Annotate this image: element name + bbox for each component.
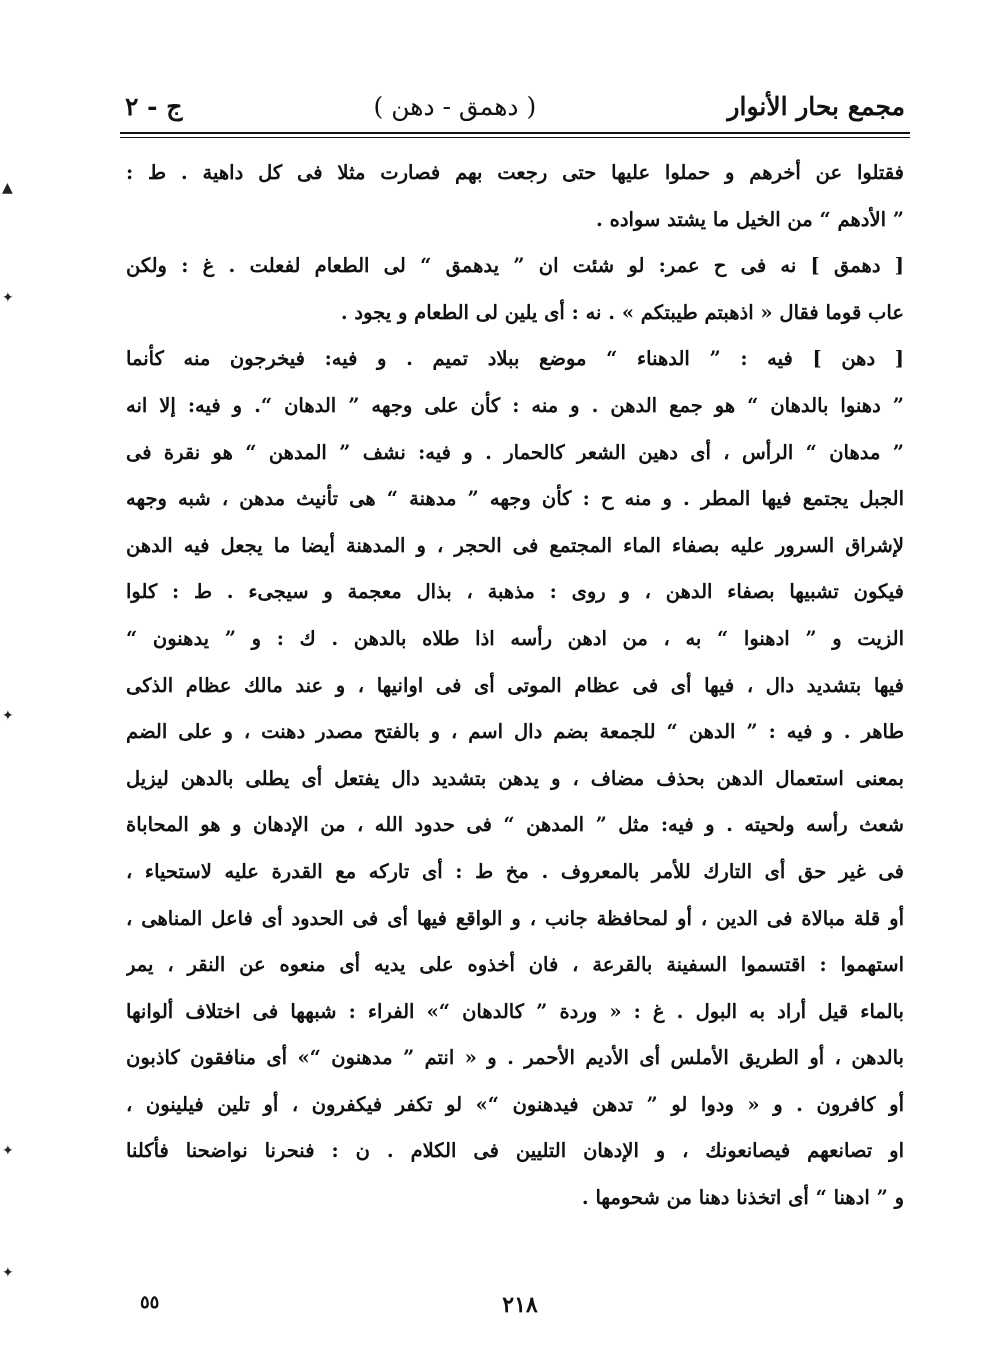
text-line: و ” ادهنا “ أى اتخذنا دهنا من شحومها . bbox=[581, 1186, 904, 1210]
text-line: ” الأدهم “ من الخيل ما يشتد سواده . bbox=[596, 207, 904, 231]
book-title: مجمع بحار الأنوار bbox=[727, 91, 905, 121]
margin-mark: ▲ bbox=[2, 180, 13, 196]
volume-label: ج - ٢ bbox=[125, 91, 183, 121]
running-header bbox=[125, 86, 905, 126]
text-line: طاهر . و فيه : ” الدهن “ للجمعة بضم دال اسم ، و بالفتح مصدر دهنت ، و على الضم bbox=[126, 720, 904, 744]
text-line: فقتلوا عن أخرهم و حملوا عليها حتى رجعت بهم فصارت مثلا فى كل داهية . ط : bbox=[126, 161, 904, 184]
signature-mark: ٥٥ bbox=[140, 1292, 160, 1313]
section-title: ( دهمق - دهن ) bbox=[373, 91, 537, 121]
text-line: فيكون تشبيها بصفاء الدهن ، و روى : مذهبة ، بذال معجمة و سيجىء . ط : كلوا bbox=[126, 580, 904, 604]
text-line: لإشراق السرور عليه بصفاء الماء المجتمع فى الحجر ، و المدهنة أيضا ما يجعل فيه الدهن bbox=[126, 533, 904, 557]
margin-mark: ✦ bbox=[2, 1265, 14, 1281]
page-number: ٢١٨ bbox=[502, 1292, 538, 1318]
text-line: فيها بتشديد دال ، فيها أى فى عظام الموتى أى فى اوانيها ، و عند مالك عظام الذكى bbox=[126, 673, 904, 697]
margin-mark: ✦ bbox=[2, 708, 14, 724]
body-text bbox=[126, 150, 904, 1222]
text-line: بمعنى استعمال الدهن بحذف مضاف ، و يدهن بتشديد دال يفتعل أى يطلى بالدهن ليزيل bbox=[126, 766, 904, 790]
text-line: [ دهن ] فيه : ” الدهناء “ موضع ببلاد تميم . و فيه: فيخرجون منه كأنما bbox=[126, 347, 904, 371]
text-line: فى غير حق أى التارك للأمر بالمعروف . مخ ط : أى تاركه مع القدرة عليه لاستحياء ، bbox=[126, 859, 904, 883]
text-line: عاب قوما فقال « اذهبتم طيبتكم » . نه : أى يلين لى الطعام و يجود . bbox=[340, 300, 904, 324]
text-line: او تصانعهم فيصانعونك ، و الإدهان التليين فى الكلام . ن : فنحرنا نواضحنا فأكلنا bbox=[126, 1139, 904, 1163]
page-footer bbox=[140, 1292, 900, 1322]
margin-mark: ✦ bbox=[2, 290, 14, 306]
text-line: بالماء قيل أراد به البول . غ : « وردة ” كالدهان “» الفراء : شبهها فى اختلاف ألوانها bbox=[126, 999, 904, 1023]
text-line: الزيت و ” ادهنوا “ به ، من ادهن رأسه اذا طلاه بالدهن . ك : و ” يدهنون “ bbox=[126, 626, 904, 650]
header-rule-thin bbox=[120, 137, 910, 138]
margin-mark: ✦ bbox=[2, 1143, 14, 1159]
text-line: استهموا : اقتسموا السفينة بالقرعة ، فان أخذوه على يديه أى منعوه عن النقر ، يمر bbox=[126, 953, 904, 977]
header-rule bbox=[120, 132, 910, 134]
text-line: الجبل يجتمع فيها المطر . و منه ح : كأن وجهه ” مدهنة “ هى تأنيث مدهن ، شبه وجهه bbox=[126, 487, 904, 511]
text-line: بالدهن ، أو الطريق الأملس أى الأديم الأحمر . و « انتم ” مدهنون “» أى منافقون كاذبون bbox=[126, 1046, 904, 1070]
text-line: [ دهمق ] نه فى ح عمر: لو شئت ان ” يدهمق “ لى الطعام لفعلت . غ : ولكن bbox=[126, 254, 904, 278]
text-line: ” دهنوا بالدهان “ هو جمع الدهن . و منه : كأن على وجهه ” الدهان “. و فيه: إلا انه bbox=[126, 393, 904, 417]
text-line: ” مدهان “ الرأس ، أى دهين الشعر كالحمار . و فيه: نشف ” المدهن “ هو نقرة فى bbox=[126, 440, 904, 464]
text-line: شعث رأسه ولحيته . و فيه: مثل ” المدهن “ فى حدود الله ، من الإدهان و هو المحاباة bbox=[126, 813, 904, 837]
text-line: أو قلة مبالاة فى الدين ، أو لمحافظة جانب ، و الواقع فيها أى فى الحدود أى فاعل المناهى ، bbox=[126, 906, 904, 930]
text-line: أو كافرون . و « ودوا لو ” تدهن فيدهنون “» لو تكفر فيكفرون ، أو تلين فيلينون ، bbox=[126, 1092, 904, 1116]
